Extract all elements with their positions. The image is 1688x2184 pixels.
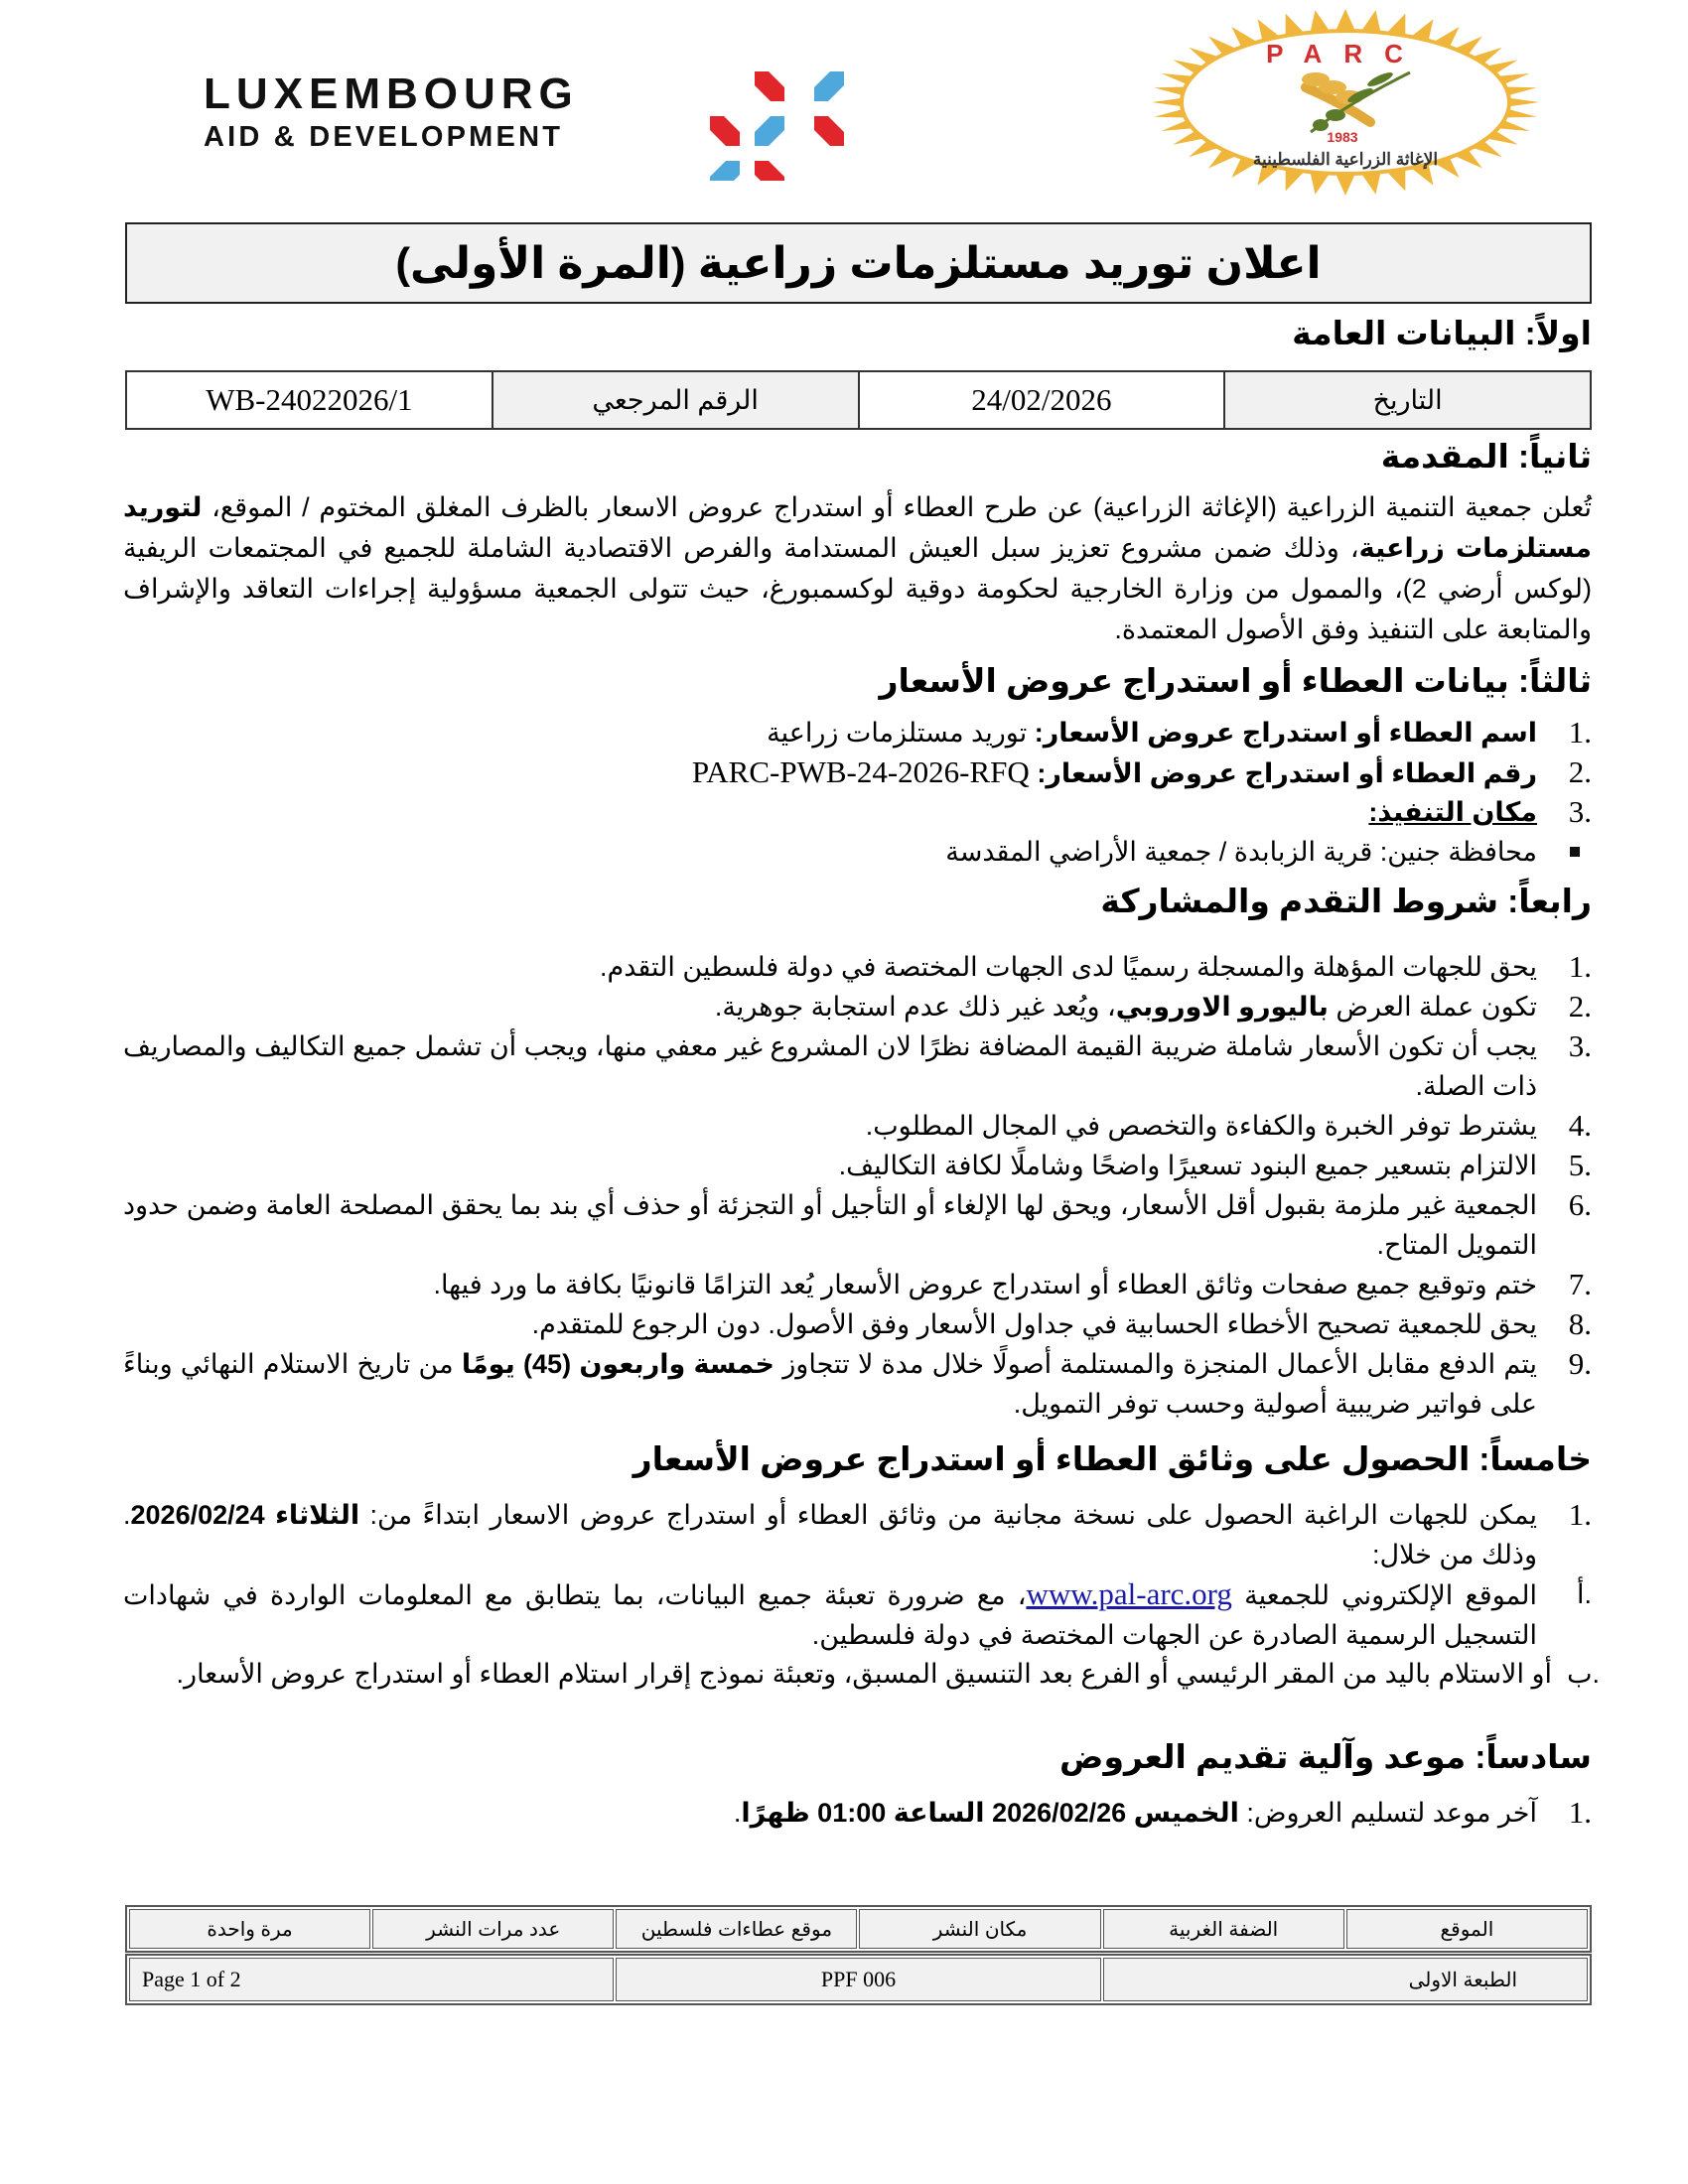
parc-arabic-name: الإغاثة الزراعية الفلسطينية [1252,150,1439,169]
condition-text-end: ، ويُعد غير ذلك عدم استجابة جوهرية. [714,992,1116,1022]
condition-bold: خمسة واربعون (45) يومًا [461,1349,774,1379]
lux-mark-segment [710,116,740,146]
sun-ray [1509,98,1539,107]
times-published-label: عدد مرات النشر [372,1909,614,1949]
documents-sub-a [123,1574,1592,1655]
item-number: 2. [1568,754,1592,789]
website-link[interactable]: www.pal-arc.org [1026,1576,1232,1611]
sun-ray [1361,172,1381,195]
publication-place-value: موقع عطاءات فلسطين [616,1909,857,1949]
lux-logo-line2: AID & DEVELOPMENT [204,121,564,153]
form-code: PPF 006 [616,1958,1100,2001]
item-number: 5. [1568,1148,1592,1182]
tender-name-label: اسم العطاء أو استدراج عروض الأسعار: [1034,718,1537,748]
intro-bold: لتوريد مستلزمات زراعية [123,492,1592,563]
publication-info-table [125,1905,1592,1953]
document-title: اعلان توريد مستلزمات زراعية (المرة الأولى) [395,238,1322,288]
parc-acronym: PARC [1266,39,1425,68]
sun-ray [1361,10,1381,33]
condition-text: تكون عملة العرض [1328,992,1537,1022]
documents-text-end: . وذلك من خلال: [123,1500,1537,1570]
lux-mark-segment [755,116,784,146]
tender-item-1 [123,713,1592,752]
intro-text-1: تُعلن جمعية التنمية الزراعية (الإغاثة الزراعية) عن طرح العطاء أو استدراج عروض الاسعار بالظرف المغلق المختوم / الموقع، [202,492,1592,522]
page-number: Page 1 of 2 [129,1958,614,2001]
section2-heading: ثانياً: المقدمة [1380,438,1592,475]
condition-item [123,1026,1592,1106]
location-label: الموقع [1346,1909,1588,1949]
item-number: 3. [1568,1028,1592,1063]
condition-item [123,987,1592,1026]
location-value: الضفة الغربية [1103,1909,1344,1949]
tender-item-3 [123,792,1592,832]
lux-cross-mark-icon [695,62,874,181]
condition-item [123,947,1592,987]
times-published-value: مرة واحدة [129,1909,370,1949]
sun-ray [1336,174,1355,196]
execution-place-value: محافظة جنين: قرية الزبابدة / جمعية الأراضي المقدسة [945,837,1537,867]
condition-item [123,1185,1592,1265]
section4-heading: رابعاً: شروط التقدم والمشاركة [1100,883,1592,919]
tender-item-2 [123,752,1592,793]
condition-item [123,1344,1592,1424]
condition-text: يجب أن تكون الأسعار شاملة ضريبة القيمة المضافة نظرًا لان المشروع غير معفي منها، ويجب أن تشمل جميع التكاليف والمصاريف ذات الصلة. [123,1031,1538,1101]
condition-item [123,1106,1592,1146]
documents-start-date: الثلاثاء 2026/02/24 [130,1500,360,1530]
item-number: 9. [1568,1346,1592,1381]
deadline-label: آخر موعد لتسليم العروض: [1238,1798,1537,1828]
introduction-paragraph [123,487,1592,650]
documents-item-1 [123,1495,1592,1574]
sub-marker: أ. [1576,1579,1592,1609]
section1-heading: اولاً: البيانات العامة [1292,315,1592,351]
item-number: 2. [1568,989,1592,1024]
documents-text: يمكن للجهات الراغبة الحصول على نسخة مجانية من وثائق العطاء أو استدراج عروض الاسعار ابتداءً من: [359,1500,1537,1530]
lux-logo-line1: LUXEMBOURG [204,69,579,118]
luxembourg-aid-logo [204,64,879,163]
section6-heading: سادساً: موعد وآلية تقديم العروض [1059,1738,1592,1775]
condition-text: ختم وتوقيع جميع صفحات وثائق العطاء أو استدراج عروض الأسعار يُعد التزامًا قانونيًا بكافة ما ورد فيها. [433,1270,1537,1299]
condition-item [123,1146,1592,1185]
lux-mark-segment [755,161,784,181]
ref-value: WB-24022026/1 [126,371,492,429]
condition-text: يشترط توفر الخبرة والكفاءة والتخصص في المجال المطلوب. [865,1111,1537,1141]
condition-bold: باليورو الاوروبي [1115,992,1329,1022]
execution-place-bullet [123,832,1592,872]
parc-year: 1983 [1327,129,1358,145]
lux-mark-segment [710,161,740,181]
lux-mark-segment [814,71,844,101]
sun-ray [1311,10,1331,33]
square-bullet-icon [1570,847,1580,857]
condition-text: الجمعية غير ملزمة بقبول أقل الأسعار، ويحق لها الإلغاء أو التأجيل أو التجزئة أو حذف أي بند بما يحقق المصلحة العامة وضمن حدود التمويل المتاح. [123,1190,1537,1260]
condition-text: يحق للجمعية تصحيح الأخطاء الحسابية في جداول الأسعار وفق الأصول. دون الرجوع للمتقدم. [531,1309,1537,1339]
condition-item [123,1304,1592,1344]
document-control-table [125,1954,1592,2005]
item-number: 3. [1568,794,1592,829]
item-number: 1. [1568,949,1592,984]
condition-text-end: من تاريخ الاستلام النهائي وبناءً على فواتير ضريبية أصولية وحسب توفر التمويل. [123,1349,1537,1419]
document-title-box [125,222,1592,304]
condition-text: الالتزام بتسعير جميع البنود تسعيرًا واضحًا وشاملًا لكافة التكاليف. [838,1151,1537,1180]
condition-text: يحق للجهات المؤهلة والمسجلة رسميًا لدى الجهات المختصة في دولة فلسطين التقدم. [599,952,1537,982]
item-number: 6. [1568,1187,1592,1222]
lux-mark-segment [755,71,784,101]
ref-label: الرقم المرجعي [492,371,859,429]
tender-number-label: رقم العطاء أو استدراج عروض الأسعار: [1037,758,1537,788]
section5-heading: خامساً: الحصول على وثائق العطاء أو استدراج عروض الأسعار [633,1440,1592,1477]
item-number: 8. [1568,1306,1592,1341]
edition: الطبعة الاولى [1103,1958,1588,2001]
condition-item [123,1265,1592,1304]
parc-sun-emblem-icon [1122,8,1559,197]
execution-place-label: مكان التنفيذ: [1368,797,1537,827]
general-info-table [125,370,1592,430]
lux-mark-segment [814,116,844,146]
sub-b-text: أو الاستلام باليد من المقر الرئيسي أو الفرع بعد التنسيق المسبق، وتعبئة نموذج إقرار استلام العطاء أو استدراج عروض الأسعار. [176,1659,1552,1689]
section3-heading: ثالثاً: بيانات العطاء أو استدراج عروض الأسعار [879,662,1592,699]
date-label: التاريخ [1224,371,1591,429]
sub-a-text-end: ، مع ضرورة تعبئة جميع البيانات، بما يتطابق مع المعلومات الواردة في شهادات التسجيل الرسمية الصادرة عن الجهات المختصة في دولة فلسطين. [123,1580,1537,1650]
sun-ray [1152,98,1182,107]
sun-ray [1336,9,1355,31]
condition-text: يتم الدفع مقابل الأعمال المنجزة والمستلمة أصولًا خلال مدة لا تتجاوز [774,1349,1537,1379]
tender-number-value: PARC-PWB-24-2026-RFQ [691,754,1030,789]
item-number: 1. [1568,1795,1592,1830]
item-number: 7. [1568,1267,1592,1301]
publication-place-label: مكان النشر [859,1909,1100,1949]
deadline-end: . [733,1798,742,1828]
sub-marker: ب. [1567,1659,1600,1689]
date-value: 24/02/2026 [859,371,1225,429]
intro-text-2: ، وذلك ضمن مشروع تعزيز سبل العيش المستدامة والفرص الاقتصادية الشاملة للجميع في المجتمعات الريفية (لوكس أرضي 2)، والممول من وزارة الخارجية لحكومة دوقية لوكسمبورغ، حيث تتولى الجمعية مسؤولية إجراءات التعاقد والإشراف والمتابعة على التنفيذ وفق الأصول المعتمدة. [123,533,1592,644]
parc-logo [1122,8,1559,197]
sub-a-text: الموقع الإلكتروني للجمعية [1231,1580,1537,1610]
sun-ray [1311,172,1331,195]
item-number: 4. [1568,1108,1592,1143]
item-number: 1. [1568,715,1592,750]
item-number: 1. [1568,1497,1592,1532]
deadline-value: الخميس 2026/02/26 الساعة 01:00 ظهرًا [741,1798,1239,1828]
documents-sub-b [123,1654,1600,1694]
tender-name-value: توريد مستلزمات زراعية [767,718,1035,748]
deadline-item [123,1793,1592,1833]
